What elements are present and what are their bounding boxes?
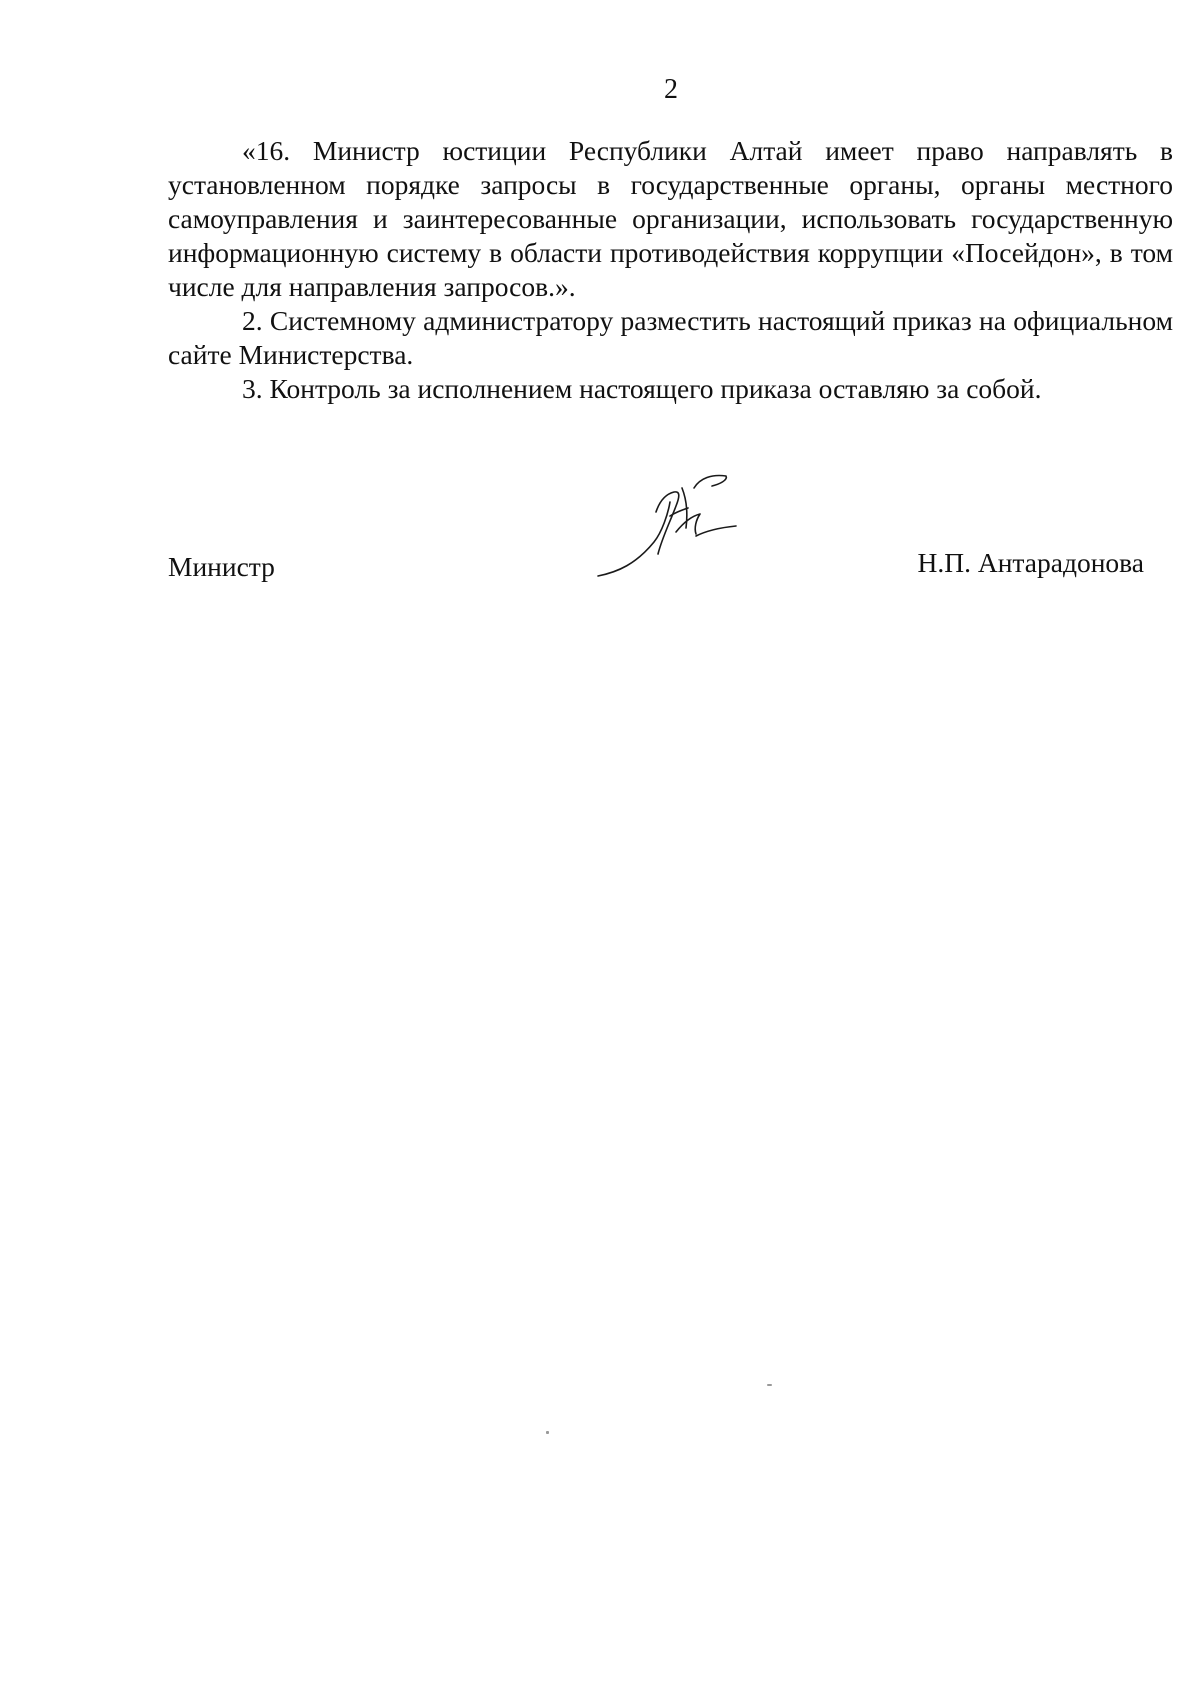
paragraph-clause-16: «16. Министр юстиции Республики Алтай имеет право направлять в установленном порядке запросы в государственные органы, органы местного самоуправления и заинтересованные организации, использовать государственную информационную систему в области противодействия коррупции «Посейдон», в том числе для направления запросов.». [168, 135, 1173, 302]
signature-block [168, 472, 1144, 602]
document-body [168, 134, 1173, 406]
paragraph-item-2: 2. Системному администратору разместить настоящий приказ на официальном сайте Министерства. [168, 305, 1173, 370]
scan-speck [767, 1384, 772, 1386]
page-number: 2 [664, 74, 678, 105]
paragraph-item-3: 3. Контроль за исполнением настоящего приказа оставляю за собой. [242, 373, 1042, 404]
signatory-role: Министр [168, 551, 275, 582]
handwritten-signature-icon [596, 472, 756, 582]
scan-speck [546, 1431, 549, 1434]
signatory-name: Н.П. Антарадонова [917, 547, 1144, 578]
